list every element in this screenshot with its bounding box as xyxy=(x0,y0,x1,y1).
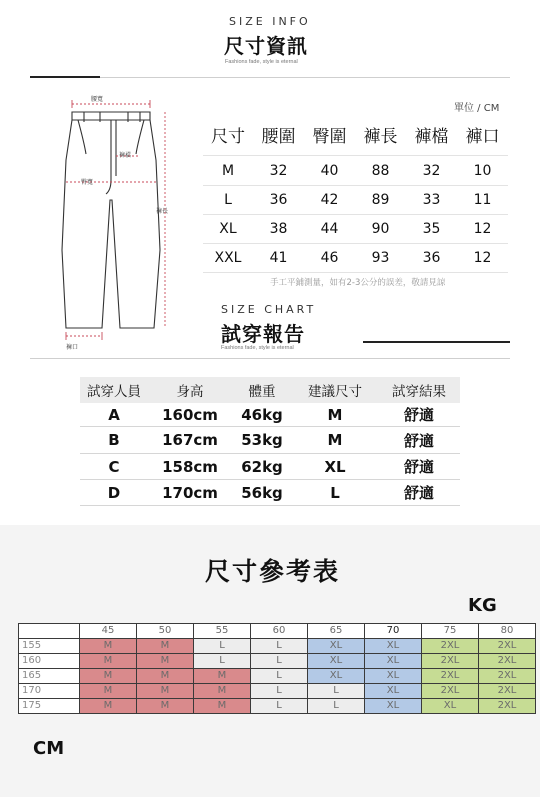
height-header-cell: 155 xyxy=(19,639,80,654)
size-cell: 46 xyxy=(320,250,339,266)
size-cell: XL xyxy=(219,221,237,237)
cm-label: CM xyxy=(33,738,65,759)
size-suggestion-cell: L xyxy=(194,639,251,654)
size-suggestion-cell: L xyxy=(251,684,308,699)
size-chart-subtitle: Fashions fade, style is eternal xyxy=(221,345,294,351)
weight-header-cell: 75 xyxy=(422,624,479,639)
reference-title: 尺寸參考表 xyxy=(205,557,341,586)
weight-header-cell: 80 xyxy=(479,624,536,639)
try-cell: 46kg xyxy=(241,405,283,424)
try-cell: D xyxy=(107,483,121,502)
reference-grid xyxy=(18,623,536,714)
try-cell: 舒適 xyxy=(403,458,434,476)
try-header-cell: 建議尺寸 xyxy=(308,384,362,400)
size-header-cell: 褲長 xyxy=(363,126,398,147)
pants-diagram xyxy=(40,90,175,345)
weight-header-cell: 45 xyxy=(80,624,137,639)
size-cell: 10 xyxy=(473,162,492,179)
size-suggestion-cell: L xyxy=(251,639,308,654)
divider-light-2 xyxy=(30,358,510,359)
size-cell: 42 xyxy=(320,192,339,208)
weight-header-cell: 60 xyxy=(251,624,308,639)
try-cell: 舒適 xyxy=(403,431,434,450)
label-length: 褲長 xyxy=(156,208,169,215)
size-suggestion-cell: 2XL xyxy=(479,639,536,654)
size-suggestion-cell: 2XL xyxy=(422,684,479,699)
size-suggestion-cell: 2XL xyxy=(422,669,479,684)
size-header-cell: 褲檔 xyxy=(414,126,449,147)
size-info-subtitle: Fashions fade, style is eternal xyxy=(225,59,298,65)
size-suggestion-cell: XL xyxy=(365,699,422,714)
divider-light xyxy=(100,77,510,78)
try-cell: 53kg xyxy=(241,431,283,449)
try-cell: A xyxy=(108,405,120,424)
try-cell: C xyxy=(108,457,120,476)
reference-row xyxy=(19,669,536,684)
size-suggestion-cell: 2XL xyxy=(422,639,479,654)
try-cell: 167cm xyxy=(162,431,218,449)
size-header-cell: 尺寸 xyxy=(211,126,245,147)
label-hip: 臀寬 xyxy=(81,179,94,186)
corner-cell xyxy=(19,624,80,639)
size-header-cell: 臀圍 xyxy=(312,126,347,147)
size-suggestion-cell: L xyxy=(251,699,308,714)
size-suggestion-cell: XL xyxy=(365,654,422,669)
size-cell: 33 xyxy=(422,192,441,208)
try-cell: XL xyxy=(324,457,346,476)
try-table-row xyxy=(80,427,460,453)
size-cell: 12 xyxy=(473,221,492,237)
reference-grid-wrap xyxy=(18,623,536,714)
try-table-row xyxy=(80,454,460,479)
size-suggestion-cell: M xyxy=(137,654,194,669)
size-cell: 93 xyxy=(371,250,390,266)
size-cell: 32 xyxy=(422,162,441,179)
weight-header-cell: 70 xyxy=(365,624,422,639)
weight-header-cell: 65 xyxy=(308,624,365,639)
size-suggestion-cell: XL xyxy=(308,639,365,654)
size-cell: XXL xyxy=(214,250,242,266)
try-cell: 舒適 xyxy=(403,406,434,424)
size-suggestion-cell: M xyxy=(137,684,194,699)
try-table-row xyxy=(80,403,460,426)
label-crotch: 褲襠 xyxy=(119,152,132,159)
size-cell: M xyxy=(221,162,235,179)
size-suggestion-cell: M xyxy=(137,639,194,654)
weight-header-cell: 55 xyxy=(194,624,251,639)
size-table-row xyxy=(203,244,508,272)
size-table-header xyxy=(203,119,508,149)
divider-dark-2 xyxy=(363,341,510,343)
try-table xyxy=(80,377,460,506)
height-header-cell: 170 xyxy=(19,684,80,699)
size-suggestion-cell: XL xyxy=(365,684,422,699)
try-cell: 56kg xyxy=(241,483,283,502)
size-suggestion-cell: L xyxy=(251,654,308,669)
size-suggestion-cell: M xyxy=(194,699,251,714)
size-cell: 44 xyxy=(320,221,339,237)
size-cell: 40 xyxy=(320,162,339,179)
size-cell: 89 xyxy=(371,192,390,208)
size-suggestion-cell: M xyxy=(137,669,194,684)
size-cell: 12 xyxy=(473,250,492,266)
size-info-title: 尺寸資訊 xyxy=(224,34,308,58)
unit-label: 單位 / CM xyxy=(454,103,500,114)
kg-label: KG xyxy=(468,595,497,616)
size-suggestion-cell: 2XL xyxy=(479,654,536,669)
size-suggestion-cell: 2XL xyxy=(479,669,536,684)
try-cell: 62kg xyxy=(241,457,283,476)
try-header-cell: 試穿人員 xyxy=(87,384,141,400)
size-table-row xyxy=(203,156,508,185)
size-suggestion-cell: XL xyxy=(308,669,365,684)
size-table-sep xyxy=(203,272,508,273)
try-header-cell: 身高 xyxy=(176,384,204,400)
size-table-row xyxy=(203,186,508,214)
size-header-cell: 褲口 xyxy=(465,126,500,147)
size-suggestion-cell: XL xyxy=(365,669,422,684)
try-cell: M xyxy=(327,431,343,449)
height-header-cell: 175 xyxy=(19,699,80,714)
size-table xyxy=(203,119,508,273)
try-cell: L xyxy=(330,483,340,502)
try-cell: B xyxy=(108,431,120,449)
size-chart-title: 試穿報告 xyxy=(221,322,305,346)
size-suggestion-cell: M xyxy=(194,669,251,684)
reference-row xyxy=(19,639,536,654)
try-header-cell: 試穿結果 xyxy=(392,384,446,400)
size-chart-en: SIZE CHART xyxy=(221,303,317,316)
size-suggestion-cell: L xyxy=(308,684,365,699)
try-cell: M xyxy=(327,405,343,424)
try-cell: 舒適 xyxy=(403,484,434,502)
divider-dark xyxy=(30,76,100,78)
size-suggestion-cell: XL xyxy=(365,639,422,654)
size-cell: L xyxy=(224,192,232,208)
size-cell: 32 xyxy=(269,162,288,179)
size-cell: 41 xyxy=(269,250,288,266)
height-header-cell: 160 xyxy=(19,654,80,669)
try-cell: 158cm xyxy=(162,457,218,476)
size-suggestion-cell: L xyxy=(194,654,251,669)
reference-row xyxy=(19,684,536,699)
size-cell: 90 xyxy=(371,221,390,237)
reference-row xyxy=(19,699,536,714)
size-cell: 38 xyxy=(269,221,288,237)
weight-header-cell: 50 xyxy=(137,624,194,639)
size-suggestion-cell: M xyxy=(80,699,137,714)
size-cell: 35 xyxy=(422,221,441,237)
size-suggestion-cell: L xyxy=(251,669,308,684)
size-header-cell: 腰圍 xyxy=(261,126,296,147)
label-waist: 腰寬 xyxy=(91,96,104,103)
size-suggestion-cell: XL xyxy=(308,654,365,669)
size-suggestion-cell: M xyxy=(80,669,137,684)
size-suggestion-cell: M xyxy=(194,684,251,699)
size-suggestion-cell: 2XL xyxy=(479,699,536,714)
size-suggestion-cell: 2XL xyxy=(479,684,536,699)
try-cell: 170cm xyxy=(162,483,218,502)
measure-note: 手工平鋪測量，如有2-3公分的誤差，敬請見諒 xyxy=(270,278,446,288)
size-suggestion-cell: M xyxy=(80,654,137,669)
try-table-sep xyxy=(80,505,460,506)
try-cell: 160cm xyxy=(162,405,218,424)
reference-header-row xyxy=(19,624,536,639)
size-cell: 11 xyxy=(473,192,492,208)
size-cell: 36 xyxy=(422,250,441,266)
size-suggestion-cell: 2XL xyxy=(422,654,479,669)
label-hem: 褲口 xyxy=(66,344,79,351)
size-suggestion-cell: M xyxy=(80,639,137,654)
size-table-row xyxy=(203,215,508,243)
size-suggestion-cell: M xyxy=(80,684,137,699)
size-cell: 36 xyxy=(269,192,288,208)
try-table-row xyxy=(80,480,460,505)
height-header-cell: 165 xyxy=(19,669,80,684)
size-suggestion-cell: XL xyxy=(422,699,479,714)
try-header-cell: 體重 xyxy=(248,384,276,400)
reference-row xyxy=(19,654,536,669)
size-suggestion-cell: L xyxy=(308,699,365,714)
try-table-header xyxy=(80,377,460,403)
size-cell: 88 xyxy=(371,162,390,179)
size-info-en: SIZE INFO xyxy=(229,15,311,28)
size-suggestion-cell: M xyxy=(137,699,194,714)
